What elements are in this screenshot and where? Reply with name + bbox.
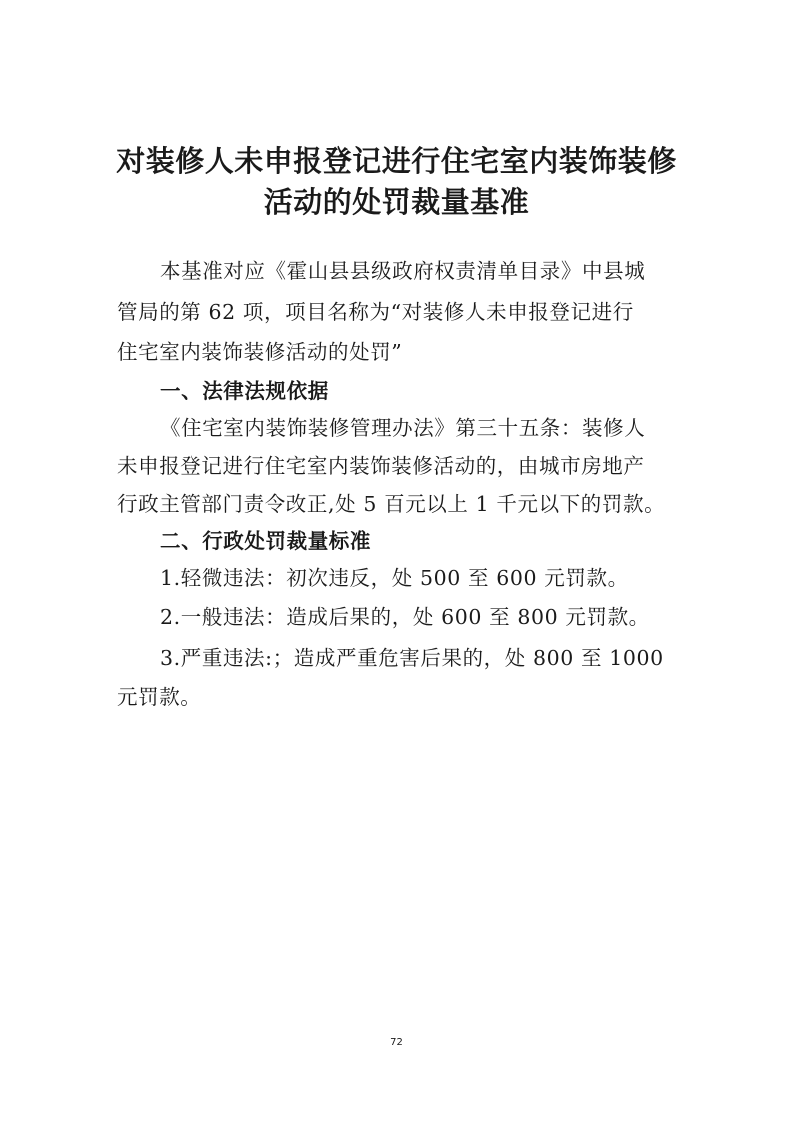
- page-number: 72: [390, 1037, 403, 1048]
- section-1-heading: 一、法律法规依据: [160, 379, 329, 403]
- section-2-heading: 二、行政处罚裁量标准: [160, 529, 371, 553]
- legal-basis-line: 行政主管部门责令改正,处 5 百元以上 1 千元以下的罚款。: [117, 492, 666, 516]
- penalty-standard-item: 元罚款。: [117, 685, 202, 709]
- penalty-standard-item: 2.一般违法：造成后果的，处 600 至 800 元罚款。: [160, 605, 650, 629]
- intro-line: 管局的第 62 项，项目名称为“对装修人未申报登记进行: [117, 300, 634, 324]
- intro-line: 本基准对应《霍山县县级政府权责清单目录》中县城: [160, 259, 646, 283]
- legal-basis-line: 未申报登记进行住宅室内装饰装修活动的，由城市房地产: [117, 454, 645, 478]
- document-title-line-2: 活动的处罚裁量基准: [263, 185, 530, 219]
- legal-basis-line: 《住宅室内装饰装修管理办法》第三十五条：装修人: [160, 416, 646, 440]
- intro-line: 住宅室内装饰装修活动的处罚”: [117, 340, 403, 364]
- penalty-standard-item: 1.轻微违法：初次违反，处 500 至 600 元罚款。: [160, 566, 629, 590]
- penalty-standard-item: 3.严重违法:；造成严重危害后果的，处 800 至 1000: [160, 646, 664, 670]
- document-title-line-1: 对装修人未申报登记进行住宅室内装饰装修: [116, 144, 677, 178]
